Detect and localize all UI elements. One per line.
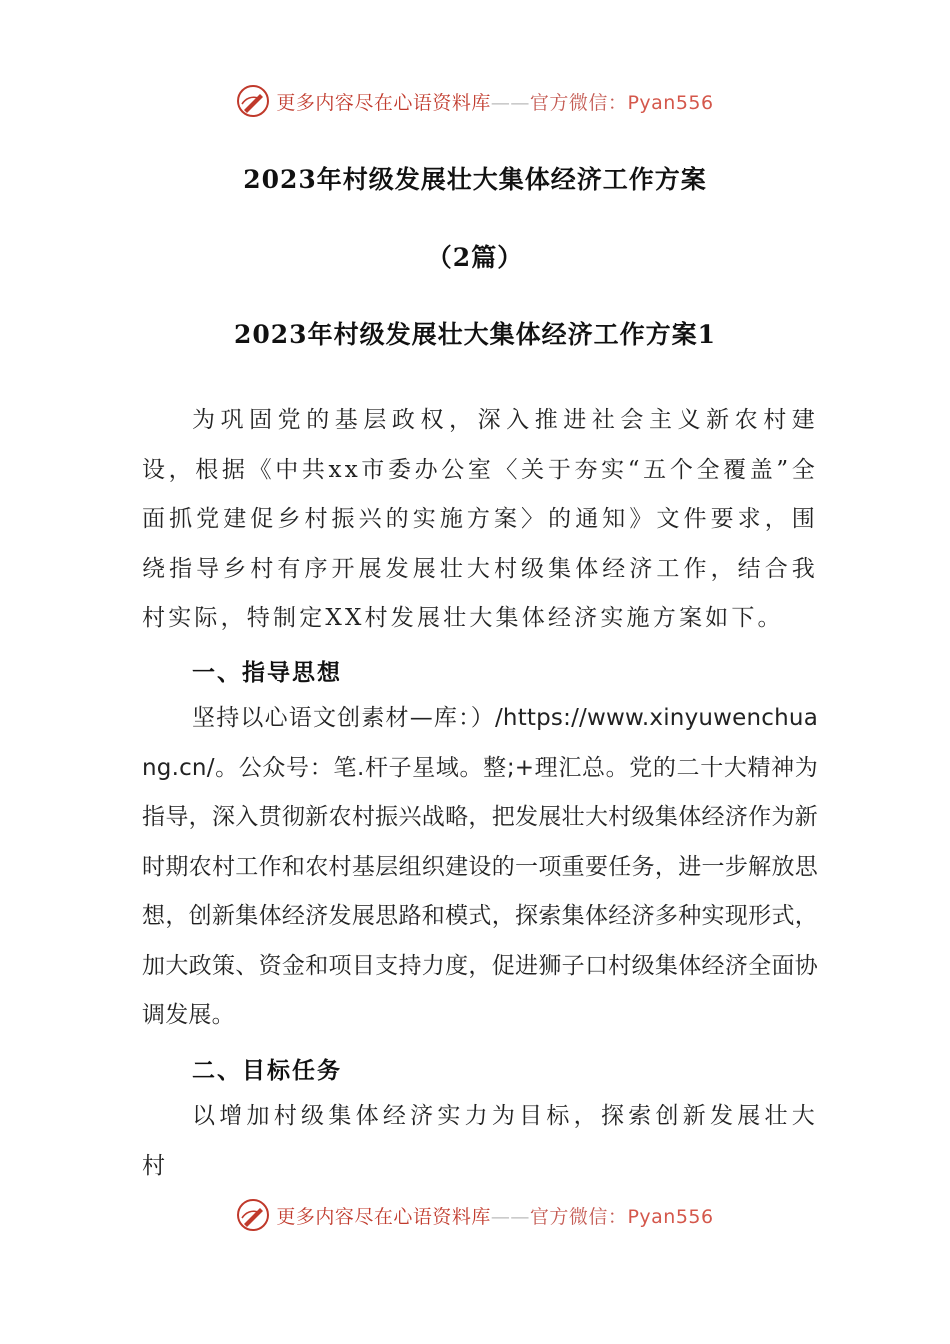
pen-logo-icon	[236, 1198, 270, 1232]
pen-logo-icon	[236, 84, 270, 118]
section-heading-guiding-ideology: 一、指导思想	[192, 660, 342, 686]
watermark-text	[276, 1202, 713, 1229]
document-count: （2篇）	[426, 243, 524, 272]
goal-paragraph: 以增加村级集体经济实力为目标，探索创新发展壮大村	[142, 1103, 818, 1179]
watermark-id: Pyan556	[627, 91, 714, 114]
intro-paragraph: 为巩固党的基层政权，深入推进社会主义新农村建设，根据《中共xx市委办公室〈关于夯实“五个全覆盖”全面抓党建促乡村振兴的实施方案〉的通知》文件要求，围绕指导乡村有序开展发展壮大村级集体经济工作，结合我村实际，特制定XX村发展壮大集体经济实施方案如下。	[142, 407, 818, 631]
watermark-official: 官方微信：	[529, 91, 628, 114]
footer-watermark	[0, 1198, 950, 1232]
watermark-official: 官方微信：	[529, 1205, 628, 1228]
document-title: 2023年村级发展壮大集体经济工作方案	[243, 165, 707, 194]
watermark-main: 更多内容尽在心语资料库	[276, 91, 491, 114]
guide-paragraph: 坚持以心语文创素材—库：）/https://www.xinyuwenchuang.cn/。公众号：笔.杆子星域。整;+理汇总。党的二十大精神为指导，深入贯彻新农村振兴战略，把发展壮大村级集体经济作为新时期农村工作和农村基层组织建设的一项重要任务，进一步解放思想，创新集体经济发展思路和模式，探索集体经济多种实现形式，加大政策、资金和项目支持力度，促进狮子口村级集体经济全面协调发展。	[142, 705, 818, 1028]
watermark-text	[276, 88, 713, 115]
header-watermark	[0, 84, 950, 118]
document-subtitle: 2023年村级发展壮大集体经济工作方案1	[234, 320, 716, 349]
watermark-separator: ——	[490, 1205, 530, 1228]
watermark-id: Pyan556	[627, 1205, 714, 1228]
section-heading-goals: 二、目标任务	[192, 1058, 342, 1084]
watermark-separator: ——	[490, 91, 530, 114]
watermark-main: 更多内容尽在心语资料库	[276, 1205, 491, 1228]
